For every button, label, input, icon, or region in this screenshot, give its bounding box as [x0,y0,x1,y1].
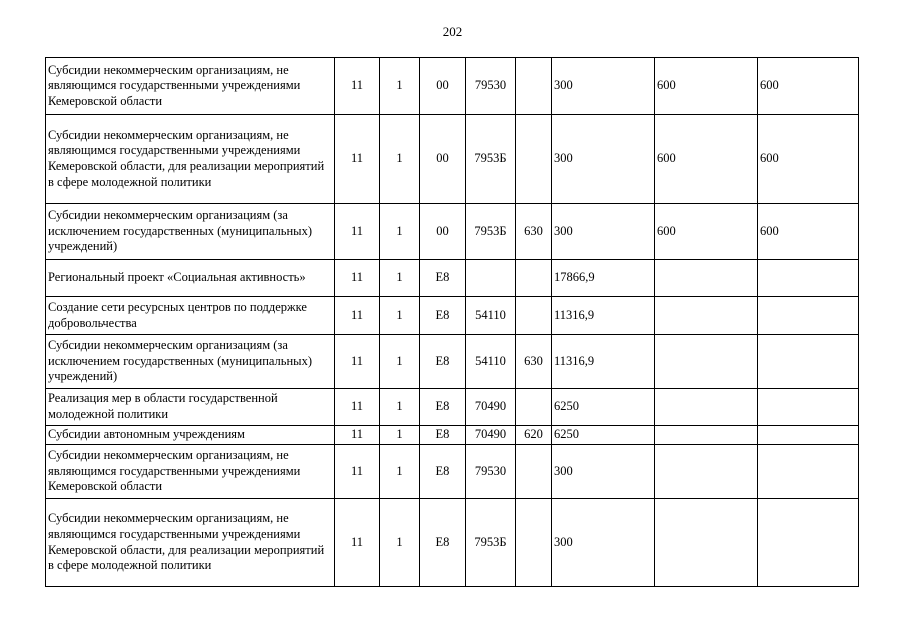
table-row [46,335,859,389]
program-cell: E8 [420,499,466,587]
amount-2021-cell [758,389,859,426]
target-cell [466,260,516,297]
amount-2020-cell [655,389,758,426]
budget-table [45,57,859,587]
amount-2021-cell [758,426,859,445]
amount-2020-cell: 600 [655,204,758,260]
amount-2019-cell: 300 [552,499,655,587]
amount-2019-cell: 300 [552,445,655,499]
program-cell: 00 [420,58,466,115]
program-cell: E8 [420,297,466,335]
row-name: Региональный проект «Социальная активность» [46,260,335,297]
target-cell: 7953Б [466,204,516,260]
section-cell: 11 [335,58,380,115]
section-cell: 11 [335,389,380,426]
subsection-cell: 1 [380,335,420,389]
amount-2021-cell: 600 [758,204,859,260]
amount-2020-cell: 600 [655,58,758,115]
row-name: Субсидии некоммерческим организациям (за исключением государственных (муниципальных) учреждений) [46,335,335,389]
subsection-cell: 1 [380,297,420,335]
program-cell: 00 [420,204,466,260]
expense-type-cell [516,389,552,426]
amount-2019-cell: 300 [552,115,655,204]
amount-2021-cell [758,335,859,389]
expense-type-cell: 630 [516,335,552,389]
target-cell: 79530 [466,445,516,499]
expense-type-cell: 620 [516,426,552,445]
row-name: Создание сети ресурсных центров по поддержке добровольчества [46,297,335,335]
section-cell: 11 [335,115,380,204]
row-name: Субсидии некоммерческим организациям, не являющимся государственными учреждениями Кемеровской области, для реализации мероприятий в сфере молодежной политики [46,115,335,204]
amount-2020-cell: 600 [655,115,758,204]
table-row [46,58,859,115]
target-cell: 54110 [466,335,516,389]
amount-2020-cell [655,260,758,297]
amount-2021-cell: 600 [758,115,859,204]
amount-2019-cell: 17866,9 [552,260,655,297]
amount-2019-cell: 6250 [552,389,655,426]
program-cell: E8 [420,260,466,297]
amount-2019-cell: 300 [552,204,655,260]
amount-2020-cell [655,445,758,499]
program-cell: E8 [420,389,466,426]
subsection-cell: 1 [380,115,420,204]
table-row [46,297,859,335]
program-cell: 00 [420,115,466,204]
program-cell: E8 [420,335,466,389]
target-cell: 54110 [466,297,516,335]
target-cell: 70490 [466,426,516,445]
expense-type-cell [516,499,552,587]
section-cell: 11 [335,499,380,587]
row-name: Субсидии некоммерческим организациям, не являющимся государственными учреждениями Кемеровской области [46,445,335,499]
page-number: 202 [442,24,463,39]
amount-2019-cell: 11316,9 [552,335,655,389]
section-cell: 11 [335,204,380,260]
table-row [46,115,859,204]
target-cell: 7953Б [466,115,516,204]
target-cell: 70490 [466,389,516,426]
amount-2021-cell [758,499,859,587]
amount-2019-cell: 6250 [552,426,655,445]
expense-type-cell [516,115,552,204]
subsection-cell: 1 [380,426,420,445]
target-cell: 79530 [466,58,516,115]
subsection-cell: 1 [380,58,420,115]
section-cell: 11 [335,297,380,335]
program-cell: E8 [420,426,466,445]
amount-2021-cell [758,260,859,297]
target-cell: 7953Б [466,499,516,587]
section-cell: 11 [335,260,380,297]
expense-type-cell: 630 [516,204,552,260]
row-name: Субсидии некоммерческим организациям, не являющимся государственными учреждениями Кемеровской области, для реализации мероприятий в сфере молодежной политики [46,499,335,587]
table-row [46,389,859,426]
amount-2020-cell [655,426,758,445]
subsection-cell: 1 [380,389,420,426]
amount-2021-cell: 600 [758,58,859,115]
table-row [46,499,859,587]
amount-2021-cell [758,297,859,335]
amount-2020-cell [655,499,758,587]
amount-2021-cell [758,445,859,499]
table-row [46,426,859,445]
expense-type-cell [516,260,552,297]
table-row [46,204,859,260]
row-name: Субсидии автономным учреждениям [46,426,335,445]
row-name: Субсидии некоммерческим организациям (за исключением государственных (муниципальных) учреждений) [46,204,335,260]
section-cell: 11 [335,335,380,389]
section-cell: 11 [335,445,380,499]
subsection-cell: 1 [380,260,420,297]
expense-type-cell [516,445,552,499]
subsection-cell: 1 [380,445,420,499]
program-cell: E8 [420,445,466,499]
row-name: Субсидии некоммерческим организациям, не являющимся государственными учреждениями Кемеровской области [46,58,335,115]
table-row [46,445,859,499]
table-row [46,260,859,297]
expense-type-cell [516,297,552,335]
subsection-cell: 1 [380,499,420,587]
amount-2020-cell [655,335,758,389]
amount-2019-cell: 11316,9 [552,297,655,335]
amount-2020-cell [655,297,758,335]
row-name: Реализация мер в области государственной молодежной политики [46,389,335,426]
expense-type-cell [516,58,552,115]
section-cell: 11 [335,426,380,445]
amount-2019-cell: 300 [552,58,655,115]
subsection-cell: 1 [380,204,420,260]
